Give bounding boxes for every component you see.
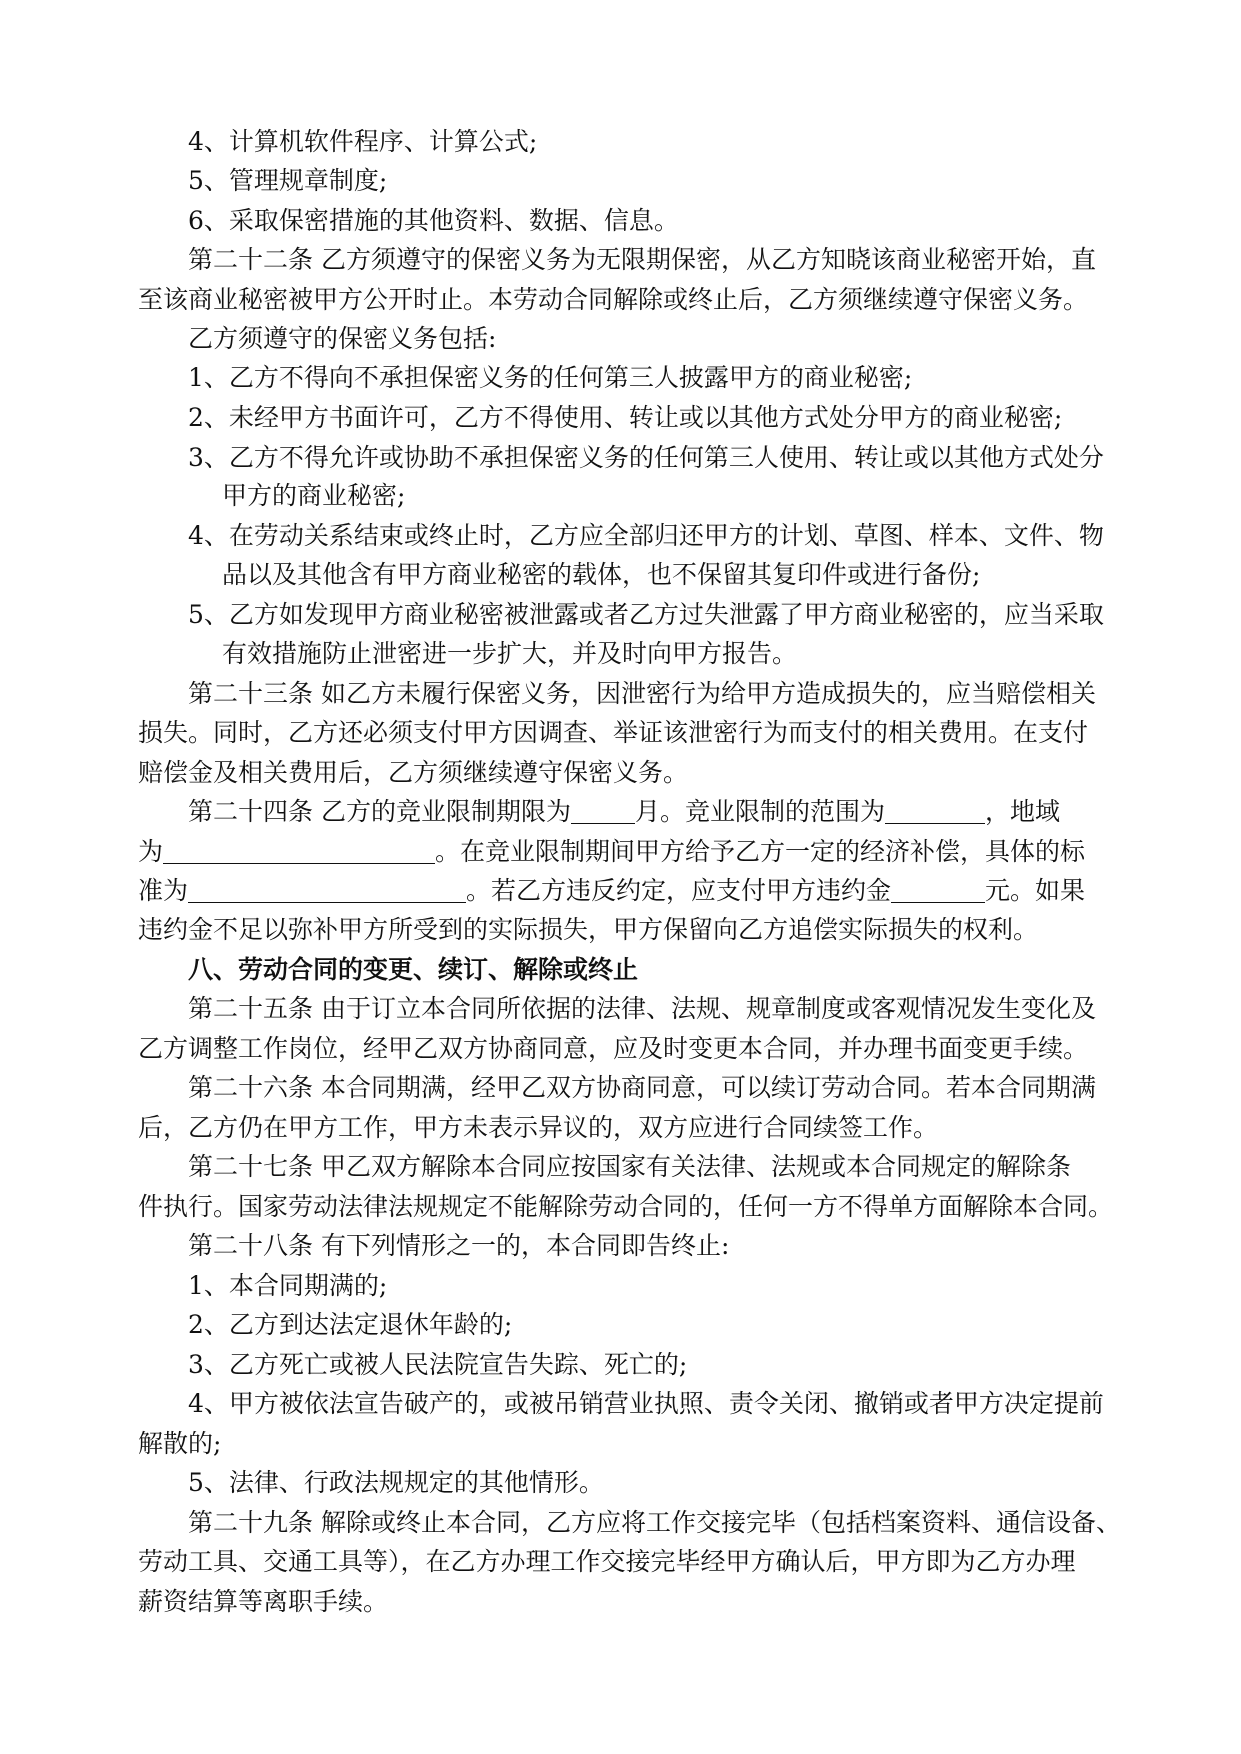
text-line: 后，乙方仍在甲方工作，甲方未表示异议的，双方应进行合同续签工作。 (138, 1113, 939, 1142)
text-line: 2、未经甲方书面许可，乙方不得使用、转让或以其他方式处分甲方的商业秘密; (188, 403, 1063, 432)
text-line: 违约金不足以弥补甲方所受到的实际损失，甲方保留向乙方追偿实际损失的权利。 (138, 915, 1039, 944)
text-line: 至该商业秘密被甲方公开时止。本劳动合同解除或终止后，乙方须继续遵守保密义务。 (138, 285, 1089, 314)
text-line: 1、乙方不得向不承担保密义务的任何第三人披露甲方的商业秘密; (188, 363, 913, 392)
section-heading: 八、劳动合同的变更、续订、解除或终止 (188, 955, 639, 984)
text-segment: ，地域 (984, 797, 1060, 826)
text-segment: 为 (138, 837, 164, 866)
text-line: 第二十七条 甲乙双方解除本合同应按国家有关法律、法规或本合同规定的解除条 (188, 1152, 1071, 1181)
text-line: 损失。同时，乙方还必须支付甲方因调查、举证该泄密行为而支付的相关费用。在支付 (138, 718, 1089, 747)
text-segment: 月。竞业限制的范围为 (634, 797, 885, 826)
text-line: 乙方须遵守的保密义务包括: (188, 324, 497, 353)
text-line: 甲方的商业秘密; (222, 481, 406, 510)
text-line: 第二十九条 解除或终止本合同，乙方应将工作交接完毕（包括档案资料、通信设备、 (188, 1508, 1121, 1537)
text-line: 4、在劳动关系结束或终止时，乙方应全部归还甲方的计划、草图、样本、文件、物 (188, 521, 1104, 550)
text-segment: 准为 (138, 876, 189, 905)
text-line: 5、管理规章制度; (188, 166, 388, 195)
text-line: 1、本合同期满的; (188, 1271, 388, 1300)
text-line: 6、采取保密措施的其他资料、数据、信息。 (188, 206, 679, 235)
text-line: 4、计算机软件程序、计算公式; (188, 127, 538, 156)
text-line: 4、甲方被依法宣告破产的，或被吊销营业执照、责令关闭、撤销或者甲方决定提前 (188, 1389, 1104, 1418)
text-line: 5、法律、行政法规规定的其他情形。 (188, 1468, 604, 1497)
text-segment: 元。如果 (985, 876, 1086, 905)
text-line: 第二十八条 有下列情形之一的，本合同即告终止: (188, 1231, 730, 1260)
text-line: 劳动工具、交通工具等），在乙方办理工作交接完毕经甲方确认后，甲方即为乙方办理 (138, 1547, 1076, 1576)
text-line: 件执行。国家劳动法律法规规定不能解除劳动合同的，任何一方不得单方面解除本合同。 (138, 1192, 1114, 1221)
text-line: 2、乙方到达法定退休年龄的; (188, 1310, 513, 1339)
fill-in-blank[interactable] (163, 837, 435, 864)
article-24-line-2 (138, 834, 1085, 870)
fill-in-blank[interactable] (891, 876, 985, 903)
text-line: 第二十二条 乙方须遵守的保密义务为无限期保密，从乙方知晓该商业秘密开始，直 (188, 245, 1096, 274)
text-line: 3、乙方不得允许或协助不承担保密义务的任何第三人使用、转让或以其他方式处分 (188, 443, 1104, 472)
text-line: 乙方调整工作岗位，经甲乙双方协商同意，应及时变更本合同，并办理书面变更手续。 (138, 1034, 1089, 1063)
text-segment: 第二十四条 乙方的竞业限制期限为 (188, 797, 571, 826)
text-line: 第二十六条 本合同期满，经甲乙双方协商同意，可以续订劳动合同。若本合同期满 (188, 1073, 1096, 1102)
text-line: 品以及其他含有甲方商业秘密的载体，也不保留其复印件或进行备份; (222, 560, 981, 589)
text-line: 有效措施防止泄密进一步扩大，并及时向甲方报告。 (222, 639, 798, 668)
article-24-line-3 (138, 873, 1085, 909)
text-line: 解散的; (138, 1429, 222, 1458)
text-line: 第二十五条 由于订立本合同所依据的法律、法规、规章制度或客观情况发生变化及 (188, 994, 1096, 1023)
fill-in-blank[interactable] (188, 876, 466, 903)
fill-in-blank[interactable] (571, 797, 635, 824)
article-24-line-1 (188, 794, 1060, 830)
text-line: 赔偿金及相关费用后，乙方须继续遵守保密义务。 (138, 758, 689, 787)
text-segment: 。若乙方违反约定，应支付甲方违约金 (466, 876, 892, 905)
fill-in-blank[interactable] (885, 797, 985, 824)
text-line: 3、乙方死亡或被人民法院宣告失踪、死亡的; (188, 1350, 688, 1379)
text-segment: 。在竞业限制期间甲方给予乙方一定的经济补偿，具体的标 (435, 837, 1086, 866)
text-line: 薪资结算等离职手续。 (138, 1587, 389, 1616)
text-line: 第二十三条 如乙方未履行保密义务，因泄密行为给甲方造成损失的，应当赔偿相关 (188, 679, 1096, 708)
text-line: 5、乙方如发现甲方商业秘密被泄露或者乙方过失泄露了甲方商业秘密的，应当采取 (188, 600, 1104, 629)
